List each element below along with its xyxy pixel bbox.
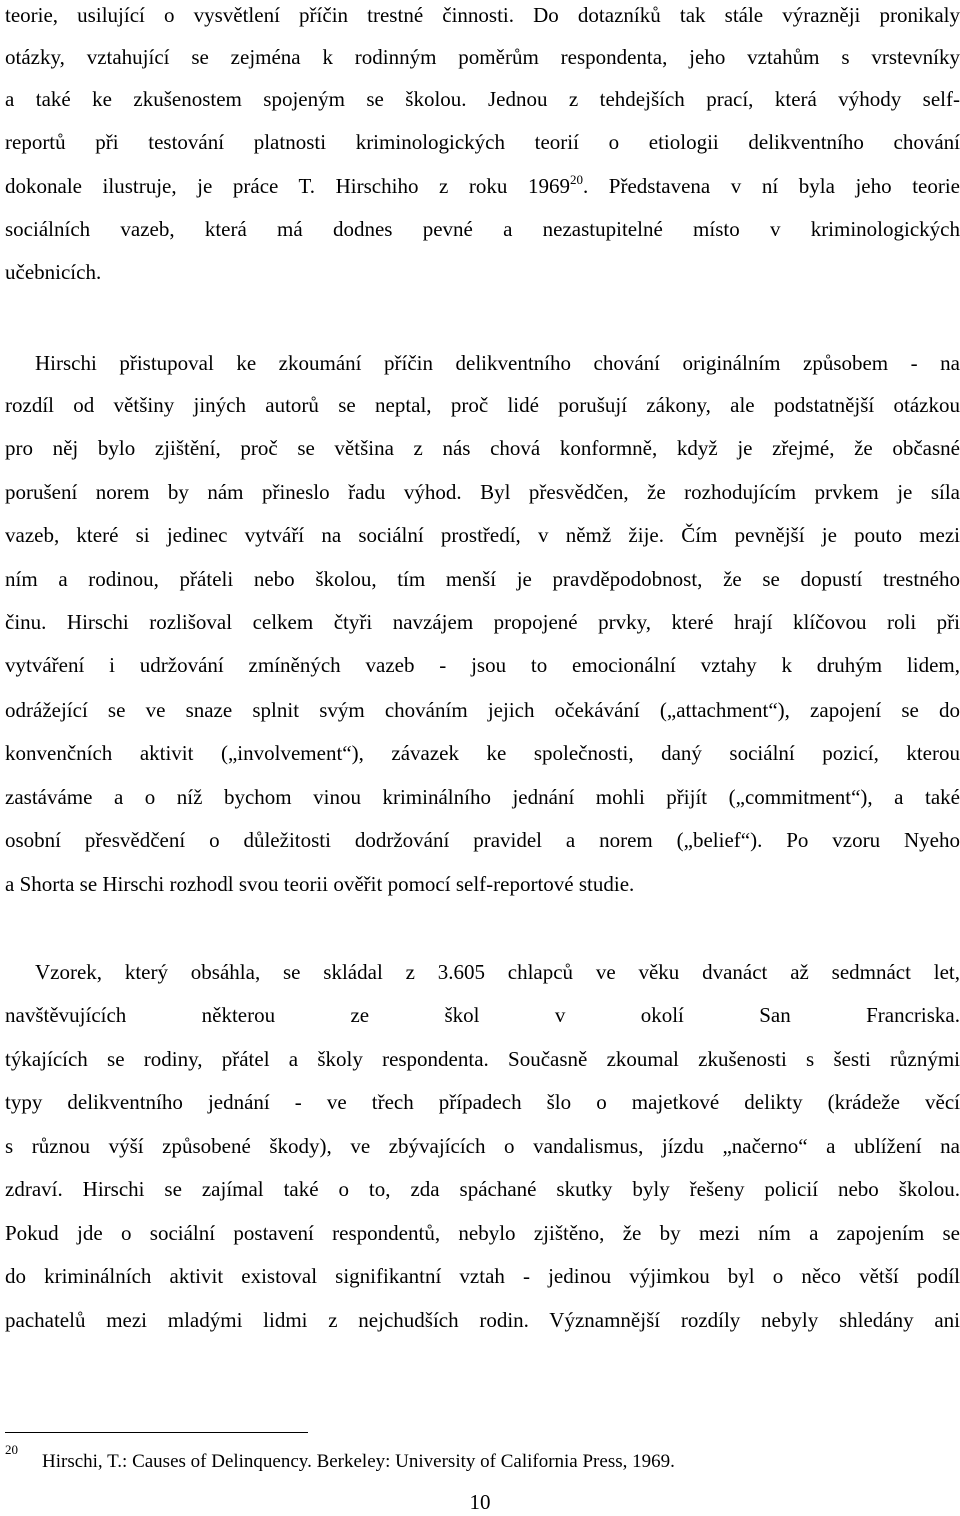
text-segment: dokonale ilustruje, je práce T. Hirschiho z roku 1969 <box>5 174 570 198</box>
text-line: rozdíl od většiny jiných autorů se neptal, proč lidé porušují zákony, ale podstatnější otázkou <box>5 393 960 417</box>
text-line: typy delikventního jednání - ve třech případech šlo o majetkové delikty (krádeže věcí <box>5 1090 960 1114</box>
text-segment: . Představena v ní byla jeho teorie <box>582 174 960 198</box>
text-line: vytváření i udržování zmíněných vazeb - jsou to emocionální vztahy k druhým lidem, <box>5 653 960 677</box>
page-number: 10 <box>469 1490 491 1514</box>
text-line: konvenčních aktivit („involvement“), závazek ke společnosti, daný sociální pozicí, kterou <box>5 741 960 765</box>
text-line: a Shorta se Hirschi rozhodl svou teorii ověřit pomocí self-reportové studie. <box>5 872 635 896</box>
text-line: týkajících se rodiny, přátel a školy respondenta. Současně zkoumal zkušenosti s šesti různými <box>5 1047 960 1071</box>
text-line: Pokud jde o sociální postavení respondentů, nebylo zjištěno, že by mezi ním a zapojením se <box>5 1221 960 1245</box>
footnote-text: Hirschi, T.: Causes of Delinquency. Berkeley: University of California Press, 1969. <box>42 1451 675 1472</box>
text-line: s různou výší způsobené škody), ve zbývajících o vandalismus, jízdu „načerno“ a ublížení na <box>5 1134 960 1158</box>
text-line: reportů při testování platnosti kriminologických teorií o etiologii delikventního chování <box>5 130 960 154</box>
text-line: sociálních vazeb, která má dodnes pevné a nezastupitelné místo v kriminologických <box>5 217 960 241</box>
footnote-number: 20 <box>5 1442 18 1457</box>
text-line: vazeb, které si jedinec vytváří na sociální prostředí, v němž žije. Čím pevnější je pouto mezi <box>5 523 960 547</box>
text-line: pachatelů mezi mladými lidmi z nejchudších rodin. Významnější rozdíly nebyly shledány ani <box>5 1308 960 1332</box>
text-line: Hirschi přistupoval ke zkoumání příčin delikventního chování originálním způsobem - na <box>35 351 960 375</box>
footnote-reference: 20 <box>569 172 583 187</box>
text-line: navštěvujících některou ze škol v okolí San Francriska. <box>5 1003 960 1027</box>
text-line: učebnicích. <box>5 260 102 284</box>
text-line: otázky, vztahující se zejména k rodinným poměrům respondenta, jeho vztahům s vrstevníky <box>5 45 960 69</box>
text-line: odrážející se ve snaze splnit svým chováním jejich očekávání („attachment“), zapojení se do <box>5 698 960 722</box>
text-line: porušení norem by nám přineslo řadu výhod. Byl přesvědčen, že rozhodujícím prvkem je síla <box>5 480 960 504</box>
text-line: a také ke zkušenostem spojeným se školou. Jednou z tehdejších prací, která výhody self- <box>5 87 960 111</box>
text-line: činu. Hirschi rozlišoval celkem čtyři navzájem propojené prvky, které hrají klíčovou roli při <box>5 610 960 634</box>
text-line: zastáváme a o níž bychom vinou kriminálního jednání mohli přijít („commitment“), a také <box>5 785 960 809</box>
text-line: Vzorek, který obsáhla, se skládal z 3.605 chlapců ve věku dvanáct až sedmnáct let, <box>35 960 960 984</box>
text-line: teorie, usilující o vysvětlení příčin trestné činnosti. Do dotazníků tak stále výrazněji pronikaly <box>5 3 960 27</box>
text-line-with-footnote-ref <box>5 171 960 201</box>
text-line: ním a rodinou, přáteli nebo školou, tím menší je pravděpodobnost, že se dopustí trestného <box>5 567 960 591</box>
footnote-separator <box>5 1432 308 1433</box>
text-line: osobní přesvědčení o důležitosti dodržování pravidel a norem („belief“). Po vzoru Nyeho <box>5 828 960 852</box>
text-line: zdraví. Hirschi se zajímal také o to, zda spáchané skutky byly řešeny policií nebo školou. <box>5 1177 960 1201</box>
text-line: pro něj bylo zjištění, proč se většina z nás chová konformně, když je zřejmé, že občasné <box>5 436 960 460</box>
text-line: do kriminálních aktivit existoval signifikantní vztah - jedinou výjimkou byl o něco větší podíl <box>5 1264 960 1288</box>
